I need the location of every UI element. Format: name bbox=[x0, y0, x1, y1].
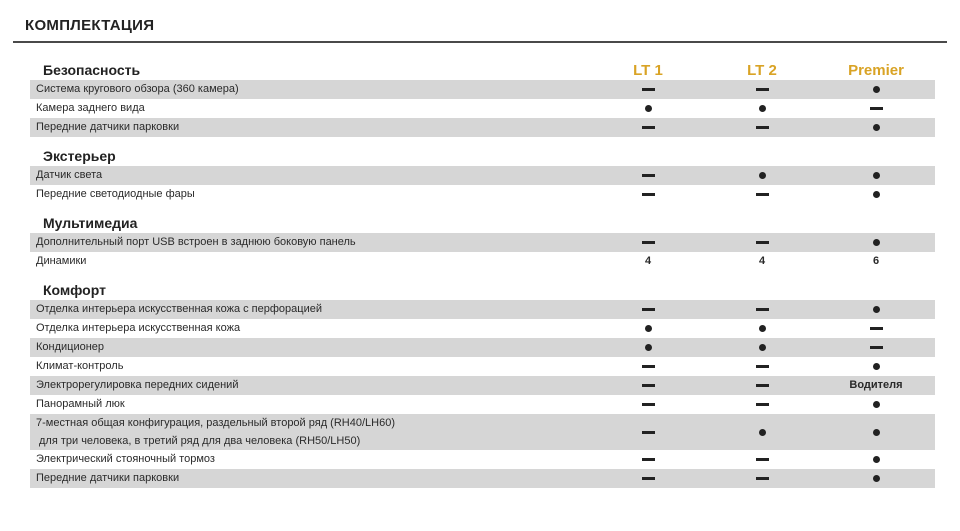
row-label bbox=[36, 300, 322, 319]
value-cell bbox=[841, 450, 911, 469]
table-row bbox=[30, 80, 935, 99]
row-label-line: Кондиционер bbox=[36, 341, 105, 353]
row-label bbox=[36, 469, 179, 488]
table-row bbox=[30, 338, 935, 357]
standard-dot bbox=[873, 191, 880, 198]
row-label-line: Камера заднего вида bbox=[36, 102, 145, 114]
value-cell bbox=[613, 252, 683, 271]
section-title: Комфорт bbox=[43, 282, 106, 298]
row-label bbox=[36, 414, 395, 450]
row-label-line: Климат-контроль bbox=[36, 360, 124, 372]
standard-dot bbox=[873, 363, 880, 370]
standard-dot bbox=[873, 401, 880, 408]
not-available-dash bbox=[870, 107, 883, 110]
value-cell bbox=[841, 395, 911, 414]
value-cell bbox=[727, 118, 797, 137]
table-row bbox=[30, 252, 935, 271]
row-label bbox=[36, 376, 238, 395]
row-label-line: Система кругового обзора (360 камера) bbox=[36, 83, 239, 95]
value-cell bbox=[727, 376, 797, 395]
value-cell bbox=[841, 338, 911, 357]
not-available-dash bbox=[642, 477, 655, 480]
standard-dot bbox=[873, 475, 880, 482]
value-text: 4 bbox=[758, 255, 766, 267]
value-cell bbox=[613, 118, 683, 137]
row-label-line: для три человека, в третий ряд для два человека (RH50/LH50) bbox=[39, 435, 361, 447]
not-available-dash bbox=[756, 403, 769, 406]
not-available-dash bbox=[642, 458, 655, 461]
not-available-dash bbox=[642, 193, 655, 196]
row-label bbox=[36, 357, 123, 376]
row-label bbox=[36, 166, 102, 185]
value-cell bbox=[613, 338, 683, 357]
standard-dot bbox=[759, 344, 766, 351]
value-cell bbox=[841, 252, 911, 271]
value-text: 6 bbox=[872, 255, 880, 267]
value-cell bbox=[841, 469, 911, 488]
table-row bbox=[30, 319, 935, 338]
not-available-dash bbox=[642, 365, 655, 368]
value-cell bbox=[727, 469, 797, 488]
table-row bbox=[30, 99, 935, 118]
value-cell bbox=[841, 99, 911, 118]
value-cell bbox=[727, 233, 797, 252]
value-cell bbox=[613, 450, 683, 469]
not-available-dash bbox=[642, 308, 655, 311]
row-label bbox=[36, 395, 125, 414]
standard-dot bbox=[873, 239, 880, 246]
value-cell bbox=[727, 252, 797, 271]
value-cell bbox=[613, 376, 683, 395]
table-row bbox=[30, 376, 935, 395]
row-label-line: Передние светодиодные фары bbox=[36, 188, 195, 200]
standard-dot bbox=[645, 105, 652, 112]
row-label bbox=[36, 118, 179, 137]
section-title: Мультимедиа bbox=[43, 215, 138, 231]
value-text: 4 bbox=[644, 255, 652, 267]
column-header-lt2: LT 2 bbox=[747, 62, 777, 79]
value-cell bbox=[613, 469, 683, 488]
not-available-dash bbox=[756, 458, 769, 461]
row-label bbox=[36, 450, 215, 469]
value-cell bbox=[841, 414, 911, 450]
value-cell bbox=[727, 357, 797, 376]
standard-dot bbox=[873, 124, 880, 131]
standard-dot bbox=[873, 429, 880, 436]
value-cell bbox=[727, 414, 797, 450]
row-label-line: Динамики bbox=[36, 255, 87, 267]
row-label bbox=[36, 185, 195, 204]
section-gap bbox=[30, 137, 935, 146]
value-cell bbox=[613, 80, 683, 99]
table-row bbox=[30, 166, 935, 185]
value-cell bbox=[727, 319, 797, 338]
value-text: Водителя bbox=[849, 379, 903, 391]
row-label-line: Дополнительный порт USB встроен в заднюю боковую панель bbox=[36, 236, 356, 248]
table-row bbox=[30, 395, 935, 414]
not-available-dash bbox=[756, 384, 769, 387]
value-cell bbox=[727, 99, 797, 118]
row-label-line: Электрический стояночный тормоз bbox=[36, 453, 215, 465]
value-cell bbox=[841, 118, 911, 137]
value-cell bbox=[613, 300, 683, 319]
row-label bbox=[36, 338, 104, 357]
standard-dot bbox=[645, 344, 652, 351]
not-available-dash bbox=[642, 403, 655, 406]
value-cell bbox=[727, 450, 797, 469]
value-cell bbox=[613, 357, 683, 376]
page-title: КОМПЛЕКТАЦИЯ bbox=[25, 17, 155, 34]
not-available-dash bbox=[756, 477, 769, 480]
not-available-dash bbox=[756, 88, 769, 91]
table-row bbox=[30, 118, 935, 137]
not-available-dash bbox=[642, 88, 655, 91]
row-label-line: Электрорегулировка передних сидений bbox=[36, 379, 239, 391]
standard-dot bbox=[645, 325, 652, 332]
not-available-dash bbox=[756, 308, 769, 311]
standard-dot bbox=[759, 105, 766, 112]
standard-dot bbox=[873, 172, 880, 179]
table-row bbox=[30, 450, 935, 469]
section-gap bbox=[30, 271, 935, 280]
value-cell bbox=[841, 80, 911, 99]
value-cell bbox=[727, 300, 797, 319]
row-label-line: Панорамный люк bbox=[36, 398, 125, 410]
row-label bbox=[36, 99, 145, 118]
standard-dot bbox=[759, 429, 766, 436]
value-cell bbox=[613, 185, 683, 204]
value-cell bbox=[727, 395, 797, 414]
value-cell bbox=[841, 319, 911, 338]
value-cell bbox=[841, 233, 911, 252]
row-label-line: Передние датчики парковки bbox=[36, 121, 180, 133]
row-label-line: 7-местная общая конфигурация, раздельный второй ряд (RH40/LH60) bbox=[36, 417, 395, 429]
not-available-dash bbox=[756, 365, 769, 368]
not-available-dash bbox=[642, 241, 655, 244]
not-available-dash bbox=[870, 327, 883, 330]
section-gap bbox=[30, 204, 935, 213]
row-label-line: Отделка интерьера искусственная кожа bbox=[36, 322, 241, 334]
standard-dot bbox=[873, 306, 880, 313]
row-label bbox=[36, 80, 239, 99]
not-available-dash bbox=[642, 174, 655, 177]
table-row bbox=[30, 233, 935, 252]
not-available-dash bbox=[642, 126, 655, 129]
value-cell bbox=[841, 166, 911, 185]
column-header-lt1: LT 1 bbox=[633, 62, 663, 79]
not-available-dash bbox=[756, 241, 769, 244]
section-title: Экстерьер bbox=[43, 148, 116, 164]
value-cell bbox=[613, 319, 683, 338]
table-row bbox=[30, 414, 935, 450]
value-cell bbox=[727, 166, 797, 185]
value-cell bbox=[613, 166, 683, 185]
value-cell bbox=[613, 233, 683, 252]
row-label bbox=[36, 319, 240, 338]
standard-dot bbox=[873, 456, 880, 463]
standard-dot bbox=[759, 172, 766, 179]
value-cell bbox=[727, 338, 797, 357]
title-divider bbox=[13, 41, 947, 43]
not-available-dash bbox=[642, 431, 655, 434]
row-label-line: Датчик света bbox=[36, 169, 103, 181]
row-label-line: Отделка интерьера искусственная кожа с перфорацией bbox=[36, 303, 322, 315]
not-available-dash bbox=[870, 346, 883, 349]
table-row bbox=[30, 469, 935, 488]
standard-dot bbox=[873, 86, 880, 93]
table-row bbox=[30, 300, 935, 319]
not-available-dash bbox=[642, 384, 655, 387]
standard-dot bbox=[759, 325, 766, 332]
value-cell bbox=[727, 185, 797, 204]
value-cell bbox=[727, 80, 797, 99]
value-cell bbox=[841, 185, 911, 204]
column-header-premier: Premier bbox=[848, 62, 904, 79]
not-available-dash bbox=[756, 126, 769, 129]
value-cell bbox=[613, 395, 683, 414]
table-row bbox=[30, 185, 935, 204]
value-cell bbox=[841, 376, 911, 395]
section-title: Безопасность bbox=[43, 62, 141, 78]
value-cell bbox=[613, 99, 683, 118]
row-label bbox=[36, 252, 86, 271]
row-label bbox=[36, 233, 356, 252]
value-cell bbox=[841, 357, 911, 376]
not-available-dash bbox=[756, 193, 769, 196]
value-cell bbox=[613, 414, 683, 450]
value-cell bbox=[841, 300, 911, 319]
table-row bbox=[30, 357, 935, 376]
equipment-table bbox=[30, 60, 935, 488]
row-label-line: Передние датчики парковки bbox=[36, 472, 180, 484]
